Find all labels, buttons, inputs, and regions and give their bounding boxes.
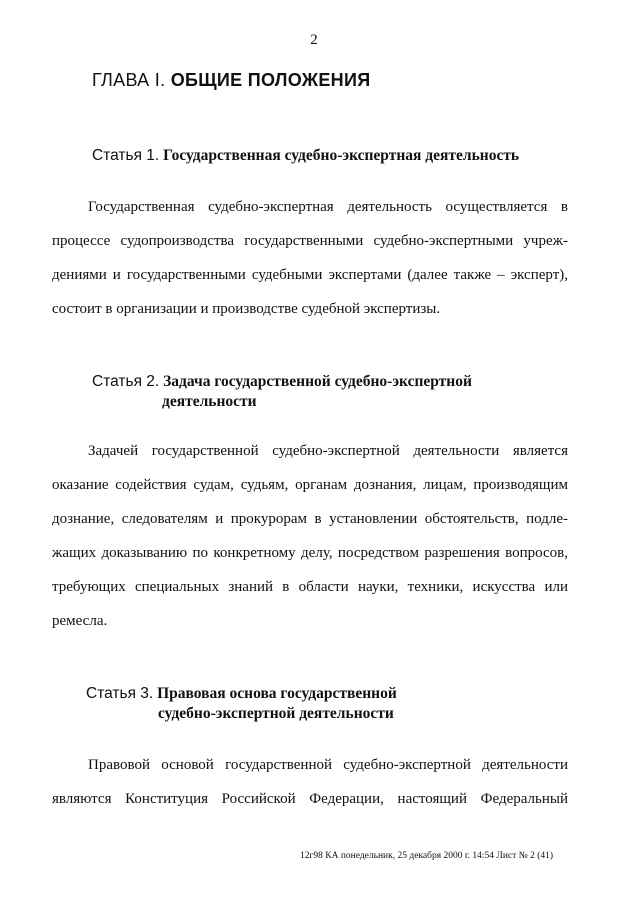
article-3-number: Статья 3. bbox=[86, 685, 154, 702]
article-3-title-continued: судебно-экспертной деятельности bbox=[158, 705, 394, 722]
article-2-line: дознание, следователям и прокурорам в установлении обстоятельств, подле- bbox=[52, 511, 568, 527]
article-2-line: Задачей государственной судебно-экспертной деятельности является bbox=[88, 443, 568, 459]
article-2-line: жащих доказыванию по конкретному делу, посредством разрешения вопросов, bbox=[52, 545, 568, 561]
article-1-line: состоит в организации и производстве судебной экспертизы. bbox=[52, 301, 441, 317]
article-3-title: Правовая основа государственной bbox=[157, 685, 397, 702]
article-3-line: Правовой основой государственной судебно-экспертной деятельности bbox=[88, 757, 568, 773]
article-3-line: являются Конституция Российской Федерации, настоящий Федеральный bbox=[52, 791, 568, 807]
article-2-line: требующих специальных знаний в области науки, техники, искусства или bbox=[52, 579, 568, 595]
article-3-heading bbox=[86, 684, 397, 724]
article-1-line: Государственная судебно-экспертная деятельность осуществляется в bbox=[88, 199, 568, 215]
article-1-heading bbox=[92, 146, 519, 166]
article-2-text bbox=[52, 434, 568, 638]
article-2-number: Статья 2. bbox=[92, 373, 160, 390]
article-1-line: дениями и государственными судебными экспертами (далее также – эксперт), bbox=[52, 267, 568, 283]
article-2-title: Задача государственной судебно-экспертной bbox=[163, 373, 472, 390]
article-2-heading bbox=[92, 372, 472, 412]
article-2-title-continued: деятельности bbox=[162, 393, 257, 410]
article-1-line: процессе судопроизводства государственными судебно-экспертными учреж- bbox=[52, 233, 568, 249]
article-3-text bbox=[52, 748, 568, 816]
article-2-line: ремесла. bbox=[52, 613, 108, 629]
chapter-heading bbox=[92, 70, 370, 91]
article-1-text bbox=[52, 190, 568, 326]
page-footer: 12г98 КА понедельник, 25 декабря 2000 г. 14:54 Лист № 2 (41) bbox=[300, 851, 554, 861]
page-number: 2 bbox=[310, 32, 318, 48]
article-1-title: Государственная судебно-экспертная деятельность bbox=[163, 147, 520, 164]
article-1-number: Статья 1. bbox=[92, 147, 160, 164]
chapter-title: ОБЩИЕ ПОЛОЖЕНИЯ bbox=[170, 70, 371, 90]
chapter-prefix: ГЛАВА I. bbox=[92, 70, 166, 90]
article-2-line: оказание содействия судам, судьям, органам дознания, лицам, производящим bbox=[52, 477, 568, 493]
